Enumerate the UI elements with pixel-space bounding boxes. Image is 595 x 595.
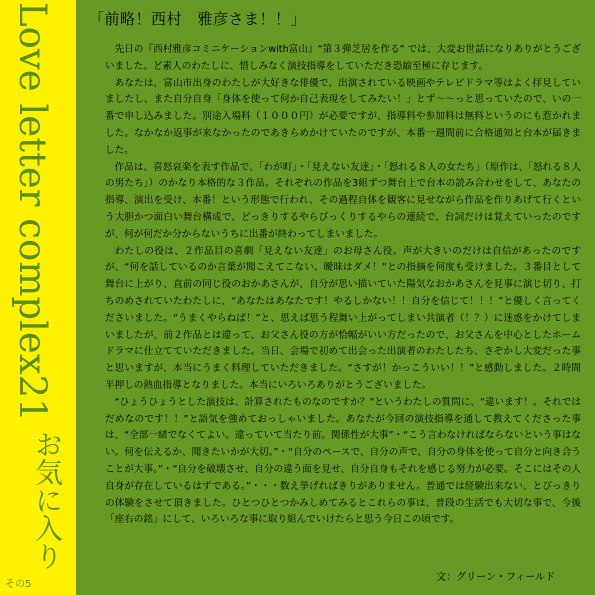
letter-paragraph: わたしの役は、２作品目の喜劇「見えない友達」のお母さん役。声が大きいのだけは自信があったのですが、“何を話しているのか言葉が聞こえてこない。曖昧はダメ！”との指摘を何度も受けました。３番目として舞台に上がり、直前の同じ役のおかあさんが、自分が思い描いていた陽気なおかあさんを見事に演じ切り、打ちのめされていたわたしに、“あなたはあなたです！やるしかない！！自分を信じて！！！”と優しく言ってくださいました。“うまくやらねば！”と、思えば思う程舞い上がってしまい共演者（！？）に迷惑をかけてしまいましたが、前２作品とは違って、お父さん役の方が恰幅がいい方だったので、お父さんを中心としたホームドラマに仕立てていただきました。当日、会場で初めて出会った出演者のわたしたち、さぞかし大変だった事と思いますが、本当にうまく料理していただきました。“さすが！かっこういい！！”と感動しました。２時間半押しの熱血指導となりました。本当にいろいろありがとうございました。: [105, 245, 581, 391]
issue-number: その5: [5, 579, 32, 590]
letter-title: 「前略！西村 雅彦さま！！」: [89, 10, 307, 28]
letter-body: [105, 42, 581, 529]
series-title: Love letter complex21: [11, 2, 54, 422]
letter-panel: [76, 0, 595, 595]
section-title: お気に入り: [31, 430, 64, 570]
author-credit: 文：グリーン・フィールド: [436, 572, 555, 583]
sidebar: [0, 0, 76, 595]
letter-paragraph: “ひょうひょうとした演技は、計算されたものなのですか？”というわたしの質問に、“違います！。それではだめなのです！！”と語気を強めておっしゃいました。あなたが今回の演技指導を通して教えてくださった事は、“全部一緒でなくてよい。違っていて当たり前。関係性が大事”・“こう言わなければならないという事はない。何を伝えるか、聞きたいかが大切。”・“自分のペースで、自分の声で、自分の身体を使って自分と向き合うことが大事。”・“自分を破壊させ、自分の違う面を見せ、自分自身もそれを感じる努力が必要。そこにはその人自身が存在しているはずである。”・・・数え挙げればきりがありません。普通では経験出来ない、とびっきりの体験をさせて頂きました。ひとつひとつかみしめてみるとこれらの事は、普段の生活でも大切な事で、今後「座右の銘」にして、いろいろな事に取り組んでいけたらと思う今日この頃です。: [105, 396, 581, 526]
letter-paragraph: あなたは、富山市出身のわたしが大好きな俳優で、出演されている映画やテレビドラマ等はよく拝見していましたし、また自分自身「身体を使って何か自己表現をしてみたい！」とず～～っと思っていたので、いの一番で申し込みました。別途入場料（１０００円）が必要ですが、指導料や参加料は無料というのにも惹かれました。なかなか返事が来なかったのであきらめかけていたのですが、本番一週間前に合格通知と台本が届きました。: [105, 77, 581, 156]
letter-paragraph: 先日の『西村雅彦コミニケーションwith富山』“第３弾芝居を作る” では、大変お世話になりありがとうございました。ど素人のわたしに、惜しみなく演技指導をしていただき恐縮至極に存じます。: [105, 44, 581, 72]
letter-paragraph: 作品は、喜怒哀楽を表す作品で、「わが町」・「見えない友達」・「怒れる８人の女たち」（原作は、「怒れる８人の男たち」）のかなり本格的な３作品。それぞれの作品を3組ずつ舞台上で台本の読み合わせをして、あなたの指導、演出を受け、本番！という形態で行われ、その過程自体を観客に見せながら作品を作りあげて行くという大胆かつ面白い舞台構成で、どっきりするやらびっくりするやらの連続で、台詞だけは覚えていったのですが、何が何だか分からないうちに出番が終わってしまいました。: [105, 161, 581, 240]
